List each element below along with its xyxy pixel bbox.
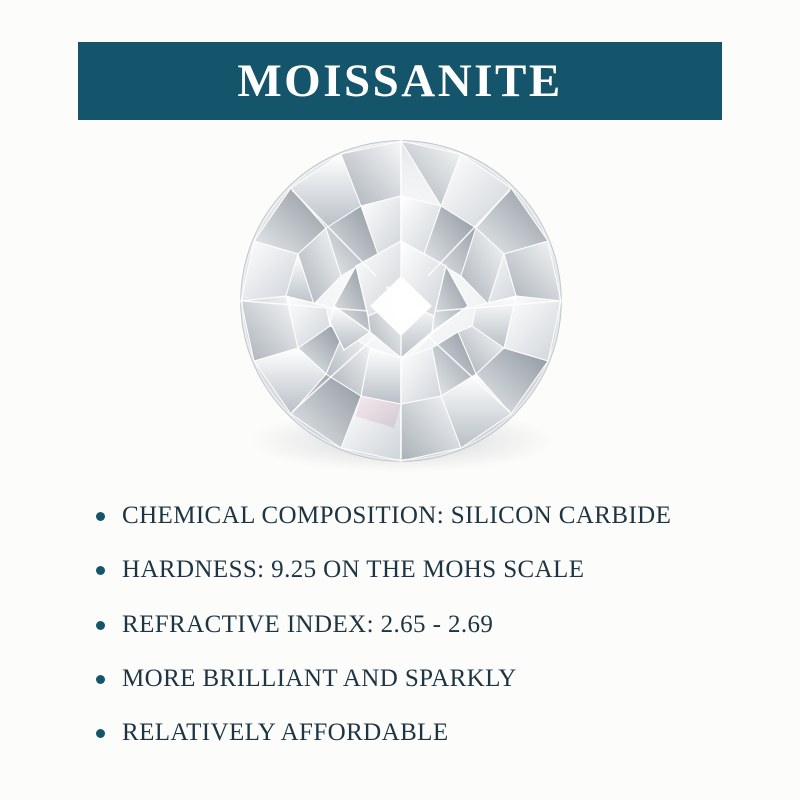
list-item-label: MORE BRILLIANT AND SPARKLY [122,664,517,692]
gemstone-illustration [0,126,800,486]
title-banner [78,42,722,120]
bullet-dot-icon [96,566,105,575]
list-item [96,609,746,640]
bullet-dot-icon [96,729,105,738]
page-title: MOISSANITE [237,54,563,107]
feature-list [96,500,746,771]
list-item-label: HARDNESS: 9.25 ON THE MOHS SCALE [122,556,585,584]
round-brilliant-diamond-icon [236,136,566,466]
bullet-dot-icon [96,675,105,684]
bullet-dot-icon [96,512,105,521]
list-item-label: RELATIVELY AFFORDABLE [122,719,449,746]
bullet-dot-icon [96,621,105,630]
list-item-label: REFRACTIVE INDEX: 2.65 - 2.69 [122,610,494,638]
list-item-label: CHEMICAL COMPOSITION: SILICON CARBIDE [122,502,672,529]
list-item [96,500,746,531]
list-item [96,717,746,748]
list-item [96,663,746,694]
list-item [96,554,746,585]
